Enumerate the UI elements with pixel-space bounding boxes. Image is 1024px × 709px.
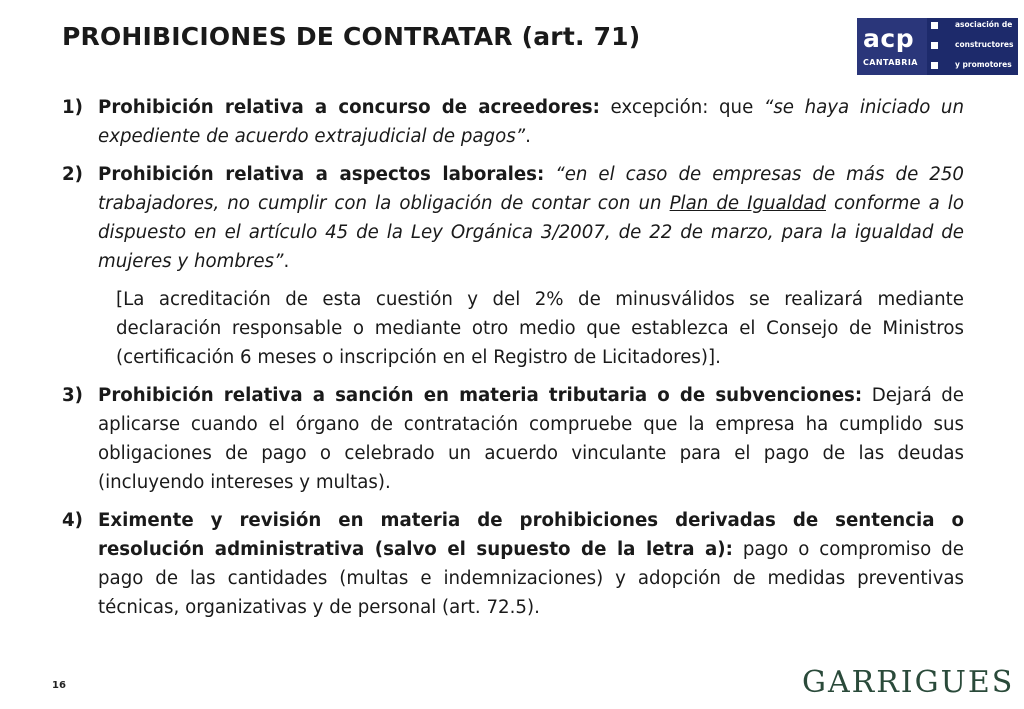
item-number: 2) <box>62 164 83 185</box>
slide-content <box>62 93 964 631</box>
item-number: 1) <box>62 97 83 118</box>
acp-cantabria-logo <box>857 18 1018 75</box>
item-text <box>98 160 964 276</box>
list-item <box>62 506 964 622</box>
acp-logo-line: asociación de <box>955 20 1013 29</box>
item-tail: . <box>283 251 290 272</box>
item-quote: “se haya iniciado un expediente de acuerdo extrajudicial de pagos” <box>98 97 964 147</box>
item-number: 3) <box>62 385 83 406</box>
item-number: 4) <box>62 510 83 531</box>
list-item <box>62 93 964 151</box>
acp-logo-square-icon <box>931 42 938 49</box>
acp-logo-square-icon <box>931 22 938 29</box>
item-text <box>98 506 964 622</box>
item-text <box>98 381 964 497</box>
item-normal-text: excepción: que <box>599 97 764 118</box>
list-item <box>62 381 964 497</box>
item-quote: conforme a lo dispuesto en el artículo 45 de la Ley Orgánica 3/2007, de 22 de marzo, para la igualdad de mujeres y hombres” <box>98 193 964 272</box>
item-heading: Prohibición relativa a aspectos laborales: <box>98 164 545 185</box>
item-text <box>98 93 964 151</box>
item-tail: . <box>525 126 531 147</box>
plan-de-igualdad-text: Plan de Igualdad <box>669 193 826 214</box>
acp-logo-region: CANTABRIA <box>863 58 918 67</box>
acp-logo-square-icon <box>931 62 938 69</box>
item-normal-text: pago o compromiso de pago de las cantidades (multas e indemnizaciones) y adopción de medidas preventivas técnicas, organizativas y de personal (art. 72.5). <box>98 539 964 618</box>
page-number: 16 <box>52 680 66 691</box>
acp-logo-word: acp <box>863 24 915 53</box>
item-heading: Prohibición relativa a sanción en materia tributaria o de subvenciones: <box>98 385 863 406</box>
item-quote: “en el caso de empresas de más de 250 trabajadores, no cumplir con la obligación de contar con un <box>98 164 964 214</box>
acp-logo-line: y promotores <box>955 60 1012 69</box>
acp-logo-line: constructores <box>955 40 1014 49</box>
garrigues-logo: GARRIGUES <box>802 665 1015 700</box>
item-normal-text: Dejará de aplicarse cuando el órgano de contratación compruebe que la empresa ha cumplido sus obligaciones de pago o celebrado un acuerdo vinculante para el pago de las deudas (incluyendo intereses y multas). <box>98 385 964 493</box>
item-heading: Eximente y revisión en materia de prohibiciones derivadas de sentencia o resolución administrativa (salvo el supuesto de la letra a): <box>98 510 964 560</box>
item-note: [La acreditación de esta cuestión y del 2% de minusválidos se realizará mediante declaración responsable o mediante otro medio que establezca el Consejo de Ministros (certificación 6 meses o inscripción en el Registro de Licitadores)]. <box>116 289 964 368</box>
list-item <box>62 160 964 276</box>
item-heading: Prohibición relativa a concurso de acreedores: <box>98 97 600 118</box>
slide-title: PROHIBICIONES DE CONTRATAR (art. 71) <box>62 22 641 51</box>
